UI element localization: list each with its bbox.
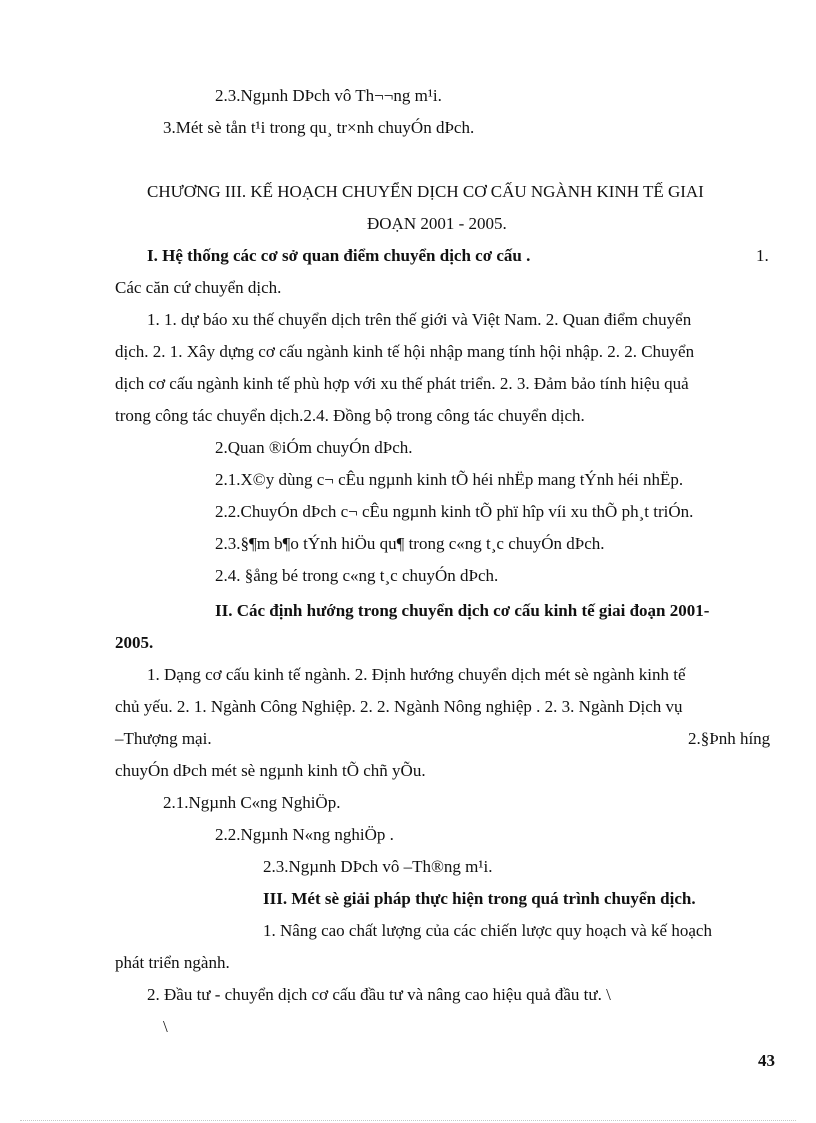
toc-line: 2.2.Ngµnh N«ng nghiÖp . <box>215 825 394 844</box>
paragraph-line: trong công tác chuyển dịch.2.4. Đồng bộ trong công tác chuyển dịch. <box>115 406 585 425</box>
paragraph-line: \ <box>163 1017 168 1036</box>
item-number: 1. <box>756 246 769 265</box>
toc-line: 2.Quan ®iÓm chuyÓn dÞch. <box>215 438 413 457</box>
toc-line: 2.1.X©y dùng c¬ cÊu ngµnh kinh tÕ héi nhËp mang tÝnh héi nhËp. <box>215 470 684 489</box>
footer-divider <box>20 1120 796 1121</box>
paragraph-line: 1. Nâng cao chất lượng của các chiến lược quy hoạch và kế hoạch <box>263 921 712 940</box>
paragraph-line: 1. 1. dự báo xu thế chuyển dịch trên thế giới và Việt Nam. 2. Quan điểm chuyển <box>147 310 692 329</box>
paragraph-line: dịch. 2. 1. Xây dựng cơ cấu ngành kinh tế hội nhập mang tính hội nhập. 2. 2. Chuyển <box>115 342 695 361</box>
toc-line: 2.3.§¶m b¶o tÝnh hiÖu qu¶ trong c«ng t¸c chuyÓn dÞch. <box>215 534 605 553</box>
toc-line: 2.3.Ngµnh DÞch vô Th¬¬ng m¹i. <box>215 86 442 105</box>
toc-line: 3.Mét sè tån t¹i trong qu¸ tr×nh chuyÓn dÞch. <box>163 118 475 137</box>
paragraph-line-right: 2.§Þnh híng <box>688 729 771 748</box>
section-heading: II. Các định hướng trong chuyển dịch cơ cấu kinh tế giai đoạn 2001- <box>215 601 710 620</box>
toc-line: 2.3.Ngµnh DÞch vô –Th®ng m¹i. <box>263 857 493 876</box>
paragraph-line: dịch cơ cấu ngành kinh tế phù hợp với xu thế phát triển. 2. 3. Đảm bảo tính hiệu quả <box>115 374 689 393</box>
toc-line: 2.1.Ngµnh C«ng NghiÖp. <box>163 793 341 812</box>
paragraph-line: –Thượng mại. <box>115 729 212 748</box>
paragraph-line: chuyÓn dÞch mét sè ngµnh kinh tÕ chñ yÕu. <box>115 761 426 780</box>
paragraph-line: phát triển ngành. <box>115 953 230 972</box>
chapter-heading-cont: ĐOẠN 2001 - 2005. <box>367 214 507 233</box>
section-heading: III. Mét sè giải pháp thực hiện trong quá trình chuyển dịch. <box>263 889 696 908</box>
text-line: Các căn cứ chuyển dịch. <box>115 278 282 297</box>
section-heading-cont: 2005. <box>115 633 154 652</box>
toc-line: 2.4. §ång bé trong c«ng t¸c chuyÓn dÞch. <box>215 566 499 585</box>
page-number: 43 <box>758 1051 775 1070</box>
section-heading: I. Hệ thống các cơ sở quan điểm chuyển dịch cơ cấu . <box>147 246 531 265</box>
toc-line: 2.2.ChuyÓn dÞch c¬ cÊu ngµnh kinh tÕ phï hîp víi xu thÕ ph¸t triÓn. <box>215 502 694 521</box>
paragraph-line: 1. Dạng cơ cấu kinh tế ngành. 2. Định hướng chuyển dịch mét sè ngành kinh tế <box>147 665 686 684</box>
chapter-heading: CHƯƠNG III. KẾ HOẠCH CHUYỂN DỊCH CƠ CẤU NGÀNH KINH TẾ GIAI <box>147 182 704 201</box>
paragraph-line: 2. Đầu tư - chuyển dịch cơ cấu đầu tư và nâng cao hiệu quả đầu tư. \ <box>147 985 611 1004</box>
paragraph-line: chủ yếu. 2. 1. Ngành Công Nghiệp. 2. 2. Ngành Nông nghiệp . 2. 3. Ngành Dịch vụ <box>115 697 683 716</box>
